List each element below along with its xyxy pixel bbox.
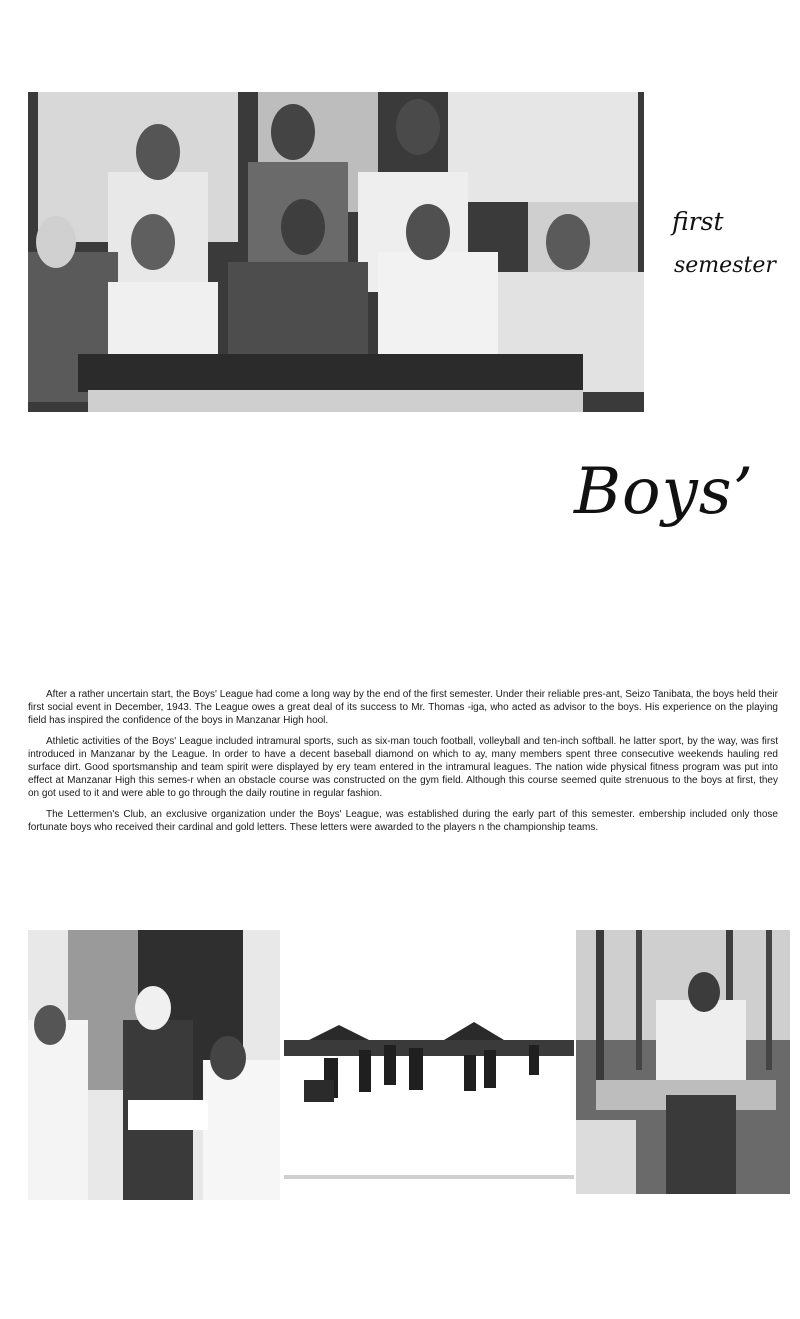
caption-line-first: first <box>672 207 724 236</box>
article-body <box>28 688 778 842</box>
group-photo-image <box>28 92 644 412</box>
football-field-photo <box>284 1000 574 1196</box>
boy-seated-outdoors-image <box>576 930 790 1194</box>
paragraph-3: The Lettermen's Club, an exclusive organization under the Boys' League, was established during the early part of this semester. embership included only those fortunate boys who received their cardinal and gold letters. These letters were awarded to the players n the championship teams. <box>28 809 778 833</box>
caption-line-semester: semester <box>674 253 776 278</box>
boy-seated-outdoors-photo <box>576 930 790 1194</box>
page-title: Boys’ <box>574 455 754 529</box>
boys-at-doorway-image <box>28 930 280 1200</box>
boys-at-doorway-photo <box>28 930 280 1200</box>
paragraph-2: Athletic activities of the Boys' League included intramural sports, such as six-man touch football, volleyball and ten-inch softball. he latter sport, by the way, was first introduced in Manzanar by the League. In order to have a decent baseball diamond on which to ay, many members spent three consecutive weekends hauling red surface dirt. Good sportsmanship and team spirit were displayed by ery team entered in the intramural leagues. The nation wide physical fitness program was put into effect at Manzanar High this semes-r when an obstacle course was constructed on the gym field. Although this course seemed quite strenuous to the boys at first, they on got used to it and were able to go through the daily routine in regular fashion. <box>28 736 778 799</box>
side-caption <box>668 200 788 288</box>
group-photo <box>28 92 644 412</box>
football-field-image <box>284 1000 574 1196</box>
paragraph-1: After a rather uncertain start, the Boys' League had come a long way by the end of the first semester. Under their reliable pres-ant, Seizo Tanibata, the boys held their first social event in December, 1943. The League owes a great deal of its success to Mr. Thomas -iga, who acted as advisor to the boys. His experience on the playing field has inspired the confidence of the boys in Manzanar High hool. <box>28 689 778 726</box>
